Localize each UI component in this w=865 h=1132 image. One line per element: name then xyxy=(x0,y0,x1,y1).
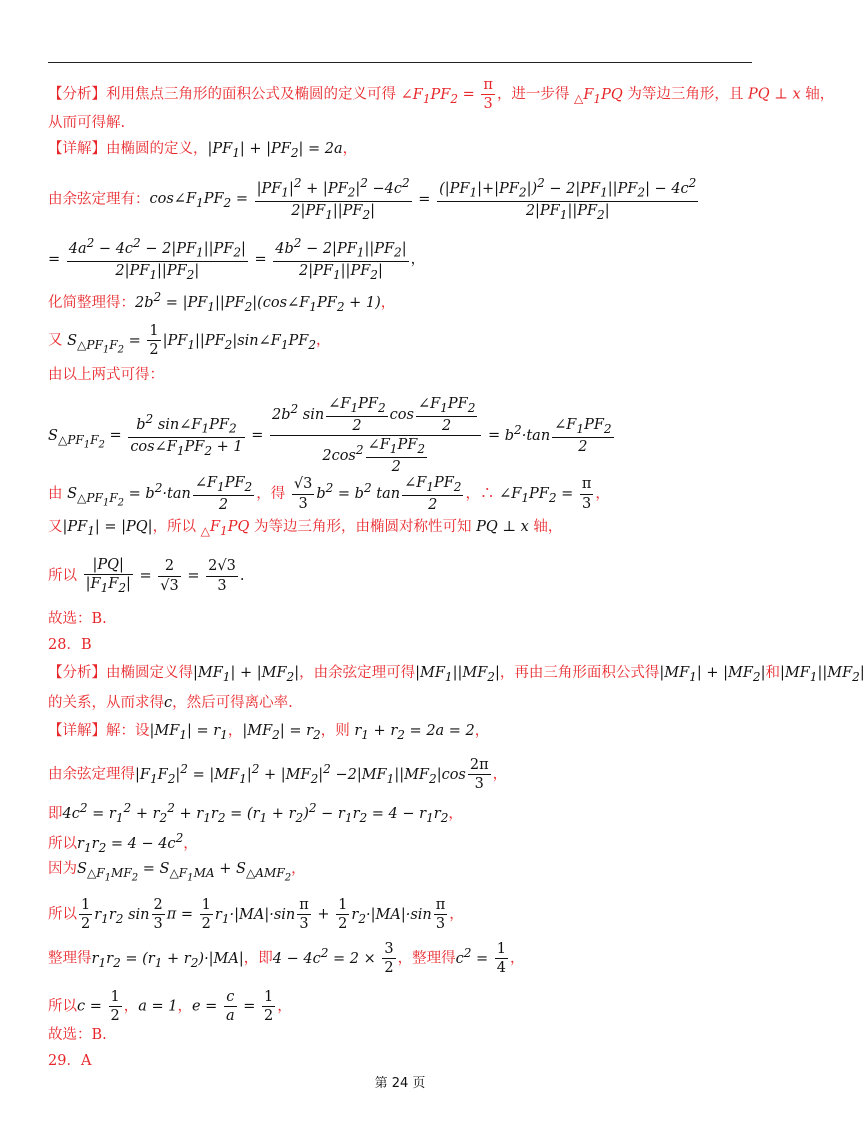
line-solve-angle: 由 $S_{\triangle PF_1F_2} = b^2\cdot\tan$ $\frac{\angle F_1PF_2}{2}$ ，得 $\frac{√3}{3}$ $b^2 = b^2$ tan $\frac{\angle F_1PF_2}{2}$ ，∴ $\angle F_1PF_2$ = $\frac{\pi}{3}$ ， xyxy=(48,475,610,513)
line-expand: 即$4c^2 = r_1^2 + r_2^2 + r_1r_2 = (r_1 + r_2)^2 - r_1r_2 = 4 - r_1r_2$， xyxy=(48,801,463,825)
line-combine: 由以上两式可得： xyxy=(48,367,164,383)
line-simplify-28: 整理得$r_1r_2 = (r_1 + r_2)\cdot|MA|$，即$4 - 4c^2 = 2$ × $\frac{3}{2}$ ，整理得$c^2$ = $\frac{1}{4}$ ， xyxy=(48,941,525,977)
line-simplify-fraction: = $\frac{4a^2 - 4c^2 - 2|PF_1||PF_2|}{2|PF_1||PF_2|}$ = $\frac{4b^2 - 2|PF_1||PF_2|}{2|PF_1||PF_2|}$ ， xyxy=(48,236,426,282)
header-rule xyxy=(48,62,752,63)
line-choice-27: 故选：B. xyxy=(48,611,107,627)
line-area-split: 因为$S_{\triangle F_1MF_2} = S_{\triangle F_1MA} + S_{\triangle AMF_2}$， xyxy=(48,861,306,884)
line-area: 又 $S_{\triangle PF_1F_2}$ = $\frac{1}{2}$ $|PF_1||PF_2|\sin\angle F_1PF_2$， xyxy=(48,323,331,359)
line-analysis-28-cont: 的关系，从而求得c，然后可得离心率. xyxy=(48,695,293,711)
line-cosine-28: 由余弦定理得$|F_1F_2|^2 = |MF_1|^2 + |MF_2|^2 -2|MF_1||MF_2|\cos$ $\frac{2\pi}{3}$ ， xyxy=(48,757,508,793)
line-cosine-law: 由余弦定理有：$\cos\angle F_1PF_2$ = $\frac{|PF_1|^2 + |PF_2|^2 -4c^2}{2|PF_1||PF_2|}$ = $\frac{(|PF_1|+|PF_2|)^2 - 2|PF_1||PF_2| - 4c^2}{2|PF_1||PF_2|}$ xyxy=(48,176,697,222)
line-product: 所以$r_1r_2 = 4 - 4c^2$， xyxy=(48,831,198,855)
line-continuation: 从而可得解. xyxy=(48,115,126,131)
line-area-formula: $S_{\triangle PF_1F_2}$ = $\frac{b^2 \sin\angle F_1PF_2}{\cos\angle F_1PF_2 + 1}$ = $2b^2$ sin $\frac{\angle F_1PF_2}{2}$ cos $\frac{\angle F_1PF_2}{2}$ $2\cos^2$ $\frac{\angle F_1PF_2}{2}$ = $b^2\cdot\tan$ $\frac{\angle F_1PF_2}{2}$ xyxy=(48,396,612,476)
question-28-header: 28．B xyxy=(48,637,92,653)
line-choice-28: 故选：B. xyxy=(48,1027,107,1043)
line-eccentricity: 所以c = $\frac{1}{2}$ ，a = 1，e = $\frac{c}{a}$ = $\frac{1}{2}$ ， xyxy=(48,989,292,1025)
question-29-header: 29．A xyxy=(48,1053,92,1069)
line-area-equation: 所以 $\frac{1}{2}$ $r_1r_2$ sin $\frac{2}{3}$ π = $\frac{1}{2}$ $r_1\cdot|MA|\cdot\sin$ $\frac{\pi}{3}$ + $\frac{1}{2}$ $r_2\cdot|MA|\cdot\sin$ $\frac{\pi}{3}$ ， xyxy=(48,897,464,933)
line-rearrange: 化简整理得：$2b^2$ = $|PF_1||PF_2|(\cos\angle F_1PF_2 + 1)$， xyxy=(48,290,396,314)
line-analysis-28: 【分析】由椭圆定义得$|MF_1| + |MF_2|$，由余弦定理可得$|MF_1||MF_2|$，再由三角形面积公式得$|MF_1| + |MF_2|$和$|MF_1||MF_2|$ xyxy=(48,665,865,684)
line-analysis-27: 【分析】利用焦点三角形的面积公式及椭圆的定义可得 $\angle F_1PF_2$ = $\frac{\pi}{3}$ ，进一步得 $_\triangle F_1PQ$ 为等边三角形，且 PQ ⊥ x 轴， xyxy=(48,77,835,113)
page-footer: 第 24 页 xyxy=(374,1076,426,1091)
line-detail-28: 【详解】解：设$|MF_1| = r_1$，$|MF_2| = r_2$，则 $r_1 + r_2 = 2a = 2$， xyxy=(48,723,490,742)
line-ratio: 所以 $\frac{|PQ|}{|F_1F_2|}$ = $\frac{2}{√3}$ = $\frac{2√3}{3}$ . xyxy=(48,557,245,596)
line-equilateral: 又$|PF_1| = |PQ|$，所以 $_\triangle F_1PQ$ 为等边三角形，由椭圆对称性可知 PQ ⊥ x 轴， xyxy=(48,519,563,538)
line-detail-27: 【详解】由椭圆的定义，$|PF_1| + |PF_2| = 2a$， xyxy=(48,141,358,160)
